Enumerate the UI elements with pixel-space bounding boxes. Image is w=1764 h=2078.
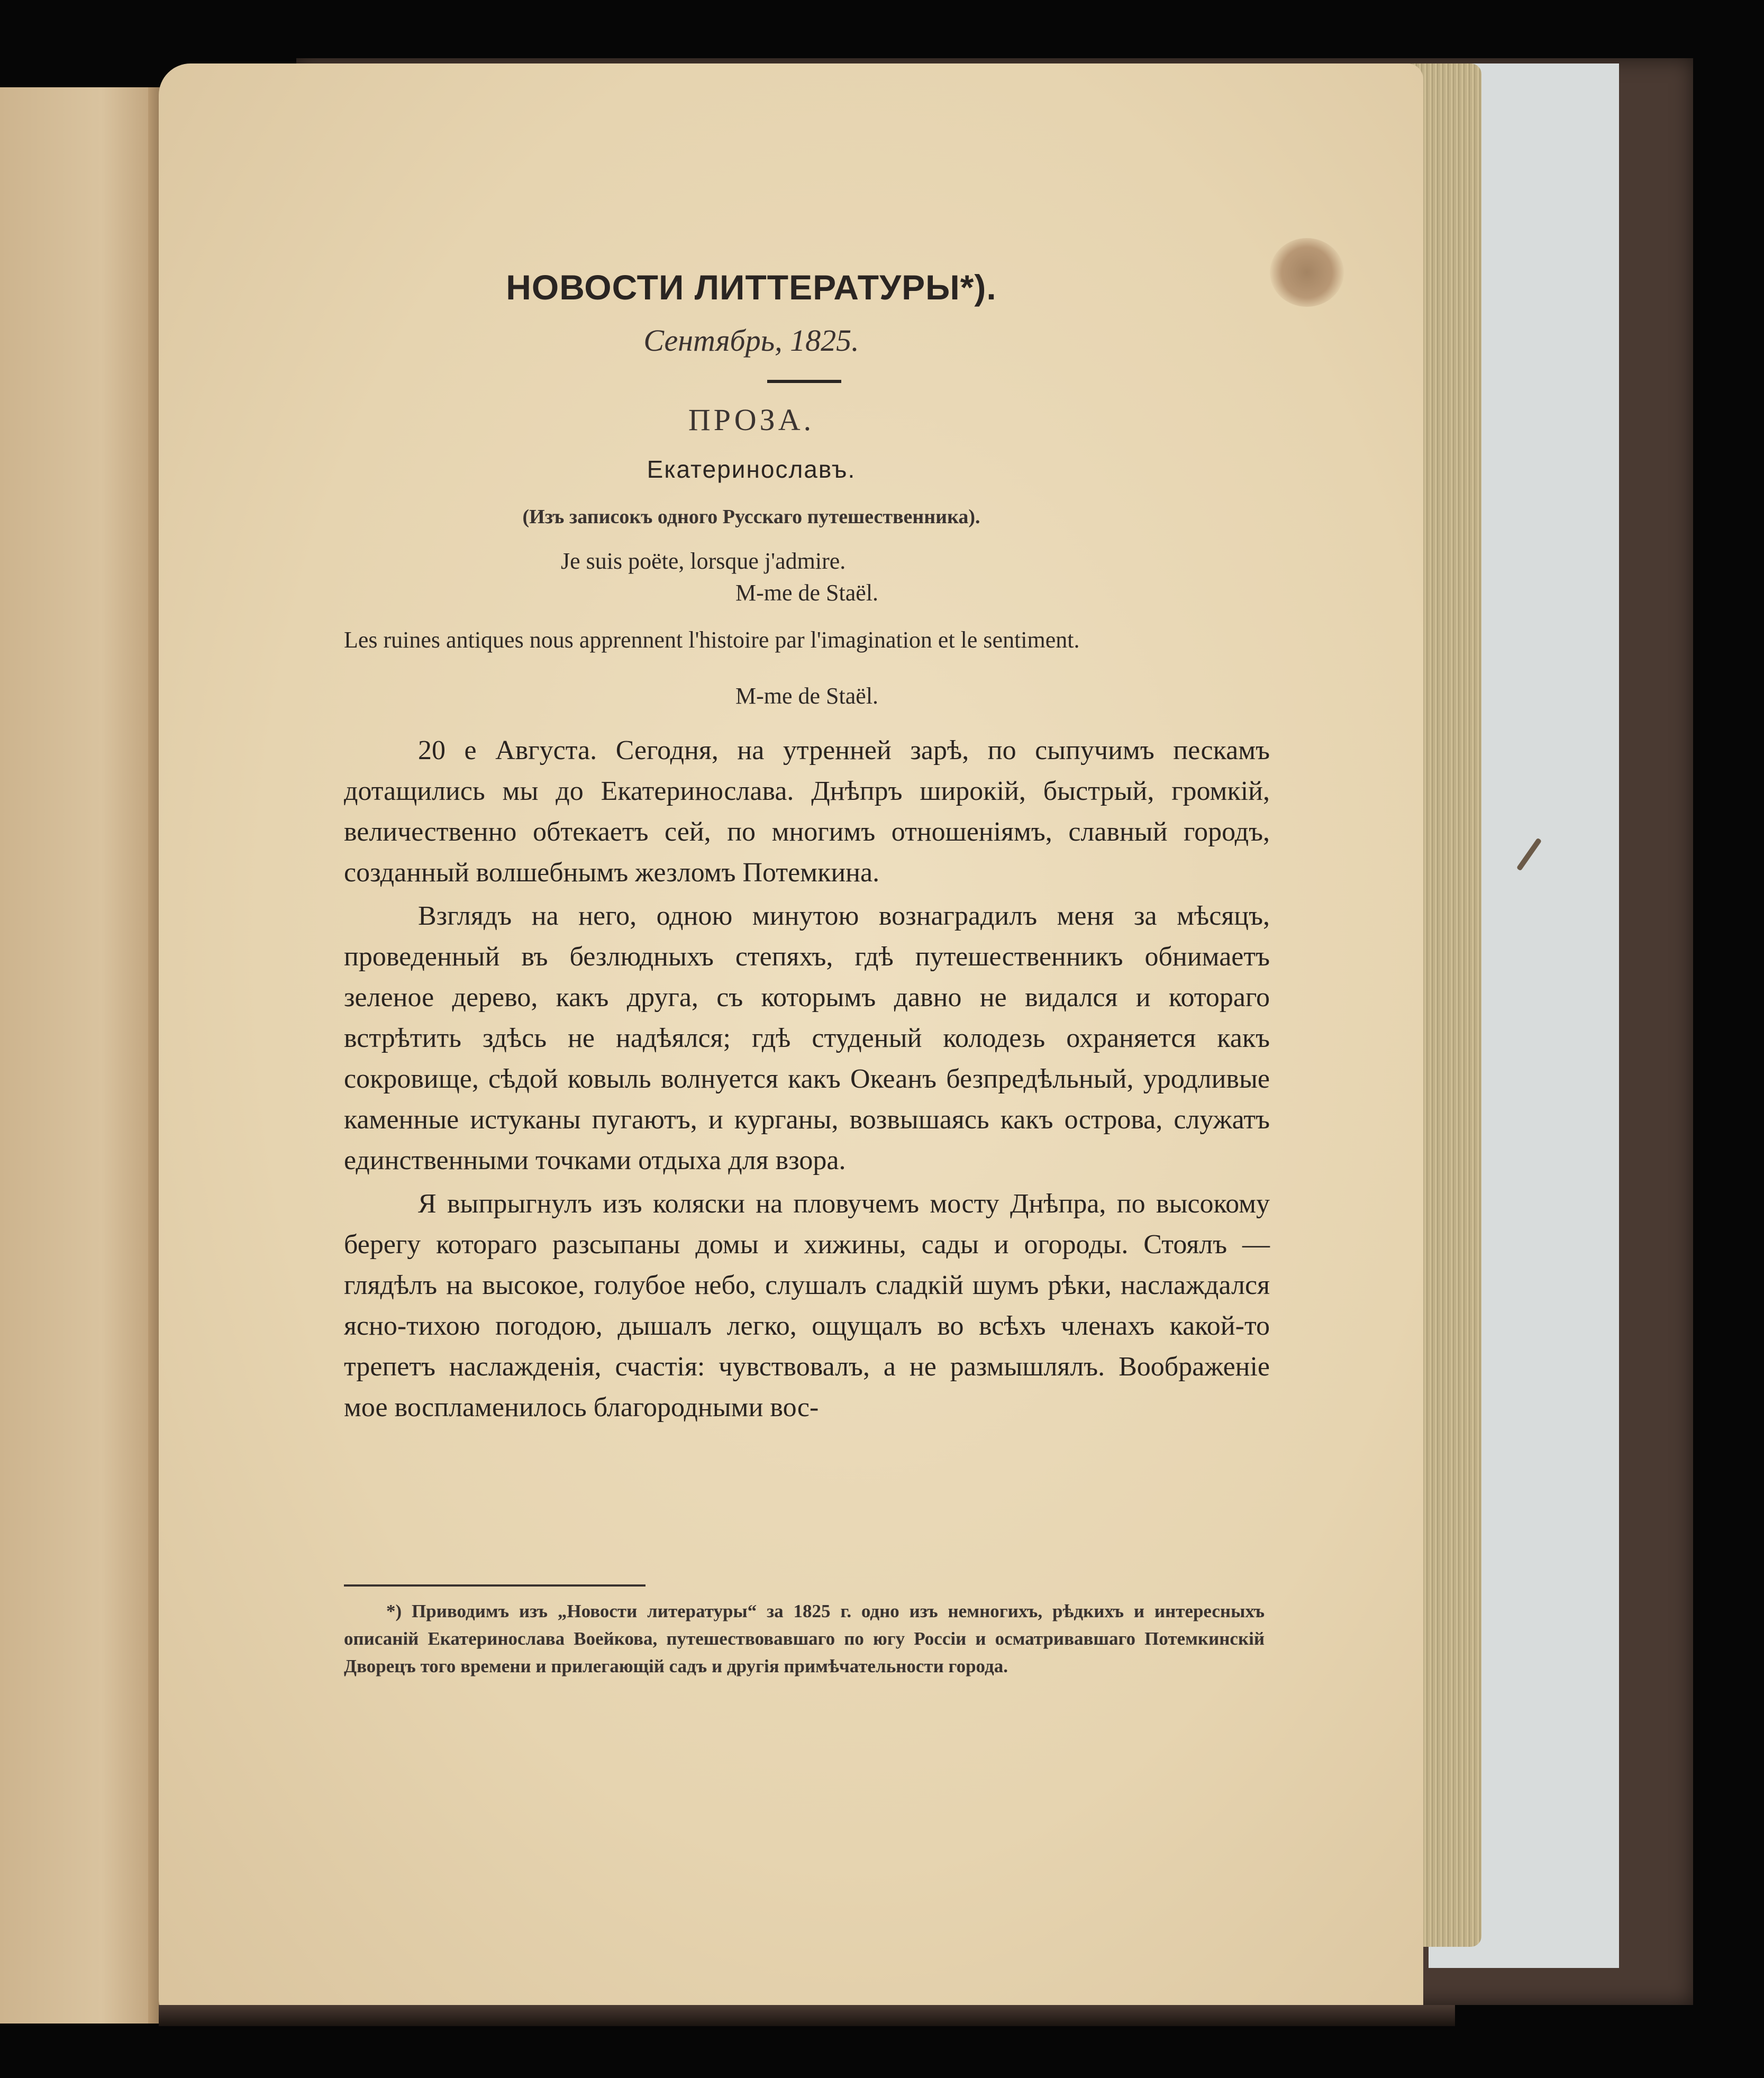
article-title: Екатеринославъ. [647,455,856,483]
paragraph-1: 20 е Августа. Сегодня, на утренней зарѣ, по сыпучимъ пескамъ дотащились мы до Екатеринослава. Днѣпръ широкій, быстрый, громкій, величественно обтекаетъ сей, по многимъ отношеніямъ, славный городъ, созданный волшебнымъ жезломъ Потемкина. [344,735,1270,888]
epigraph-1-text: Je suis poëte, lorsque j'admire. [561,548,846,574]
epigraph-2-author: M-me de Staël. [735,683,879,709]
page-stain [1270,238,1344,307]
section-heading: ПРОЗА. [688,403,815,437]
epigraph-1-author: M-me de Staël. [735,580,879,606]
paragraph-2: Взглядъ на него, одною минутою вознаградилъ меня за мѣсяцъ, проведенный въ безлюдныхъ степяхъ, гдѣ путешественникъ обнимаетъ зеленое дерево, какъ друга, съ которымъ давно не видался и котораго встрѣтить здѣсь не надѣялся; гдѣ студеный колодезь охраняется какъ сокровище, сѣдой ковыль волнуется какъ Океанъ безпредѣльный, уродливые каменные истуканы пугаютъ, и курганы, возвышаясь какъ острова, служатъ единственными точками отдыха для взора. [344,901,1270,1175]
paragraph-3: Я выпрыгнулъ изъ коляски на пловучемъ мосту Днѣпра, по высокому берегу котораго разсыпаны домы и хижины, сады и огороды. Стоялъ —глядѣлъ на высокое, голубое небо, слушалъ сладкій шумъ рѣки, наслаждался ясно-тихою погодою, дышалъ легко, ощущалъ во всѣхъ членахъ какой-то трепетъ наслажденія, счастія: чувствовалъ, а не размышлялъ. Воображеніе мое воспламенилось благородными вос- [344,1189,1270,1423]
page-date: Сентябрь, 1825. [643,323,859,358]
page-bottom-shadow [159,2005,1455,2026]
article-subtitle: (Изъ записокъ одного Русскаго путешественника). [522,506,980,528]
left-page [0,87,169,2024]
book-page [159,63,1423,2021]
title-rule [767,380,841,383]
footnote: *) Приводимъ изъ „Новости литературы“ за 1825 г. одно изъ немногихъ, рѣдкихъ и интересныхъ описаній Екатеринослава Воейкова, путешествовавшаго по югу Россіи и осматривавшаго Потемкинскій Дворецъ того времени и прилегающій садъ и другія примѣчательности города. [344,1601,1265,1676]
footnote-rule [344,1584,645,1587]
epigraph-2-text: Les ruines antiques nous apprennent l'histoire par l'imagination et le sentiment. [344,627,1080,653]
article-body [344,730,1270,1428]
page-title: НОВОСТИ ЛИТТЕРАТУРЫ*). [506,268,997,307]
